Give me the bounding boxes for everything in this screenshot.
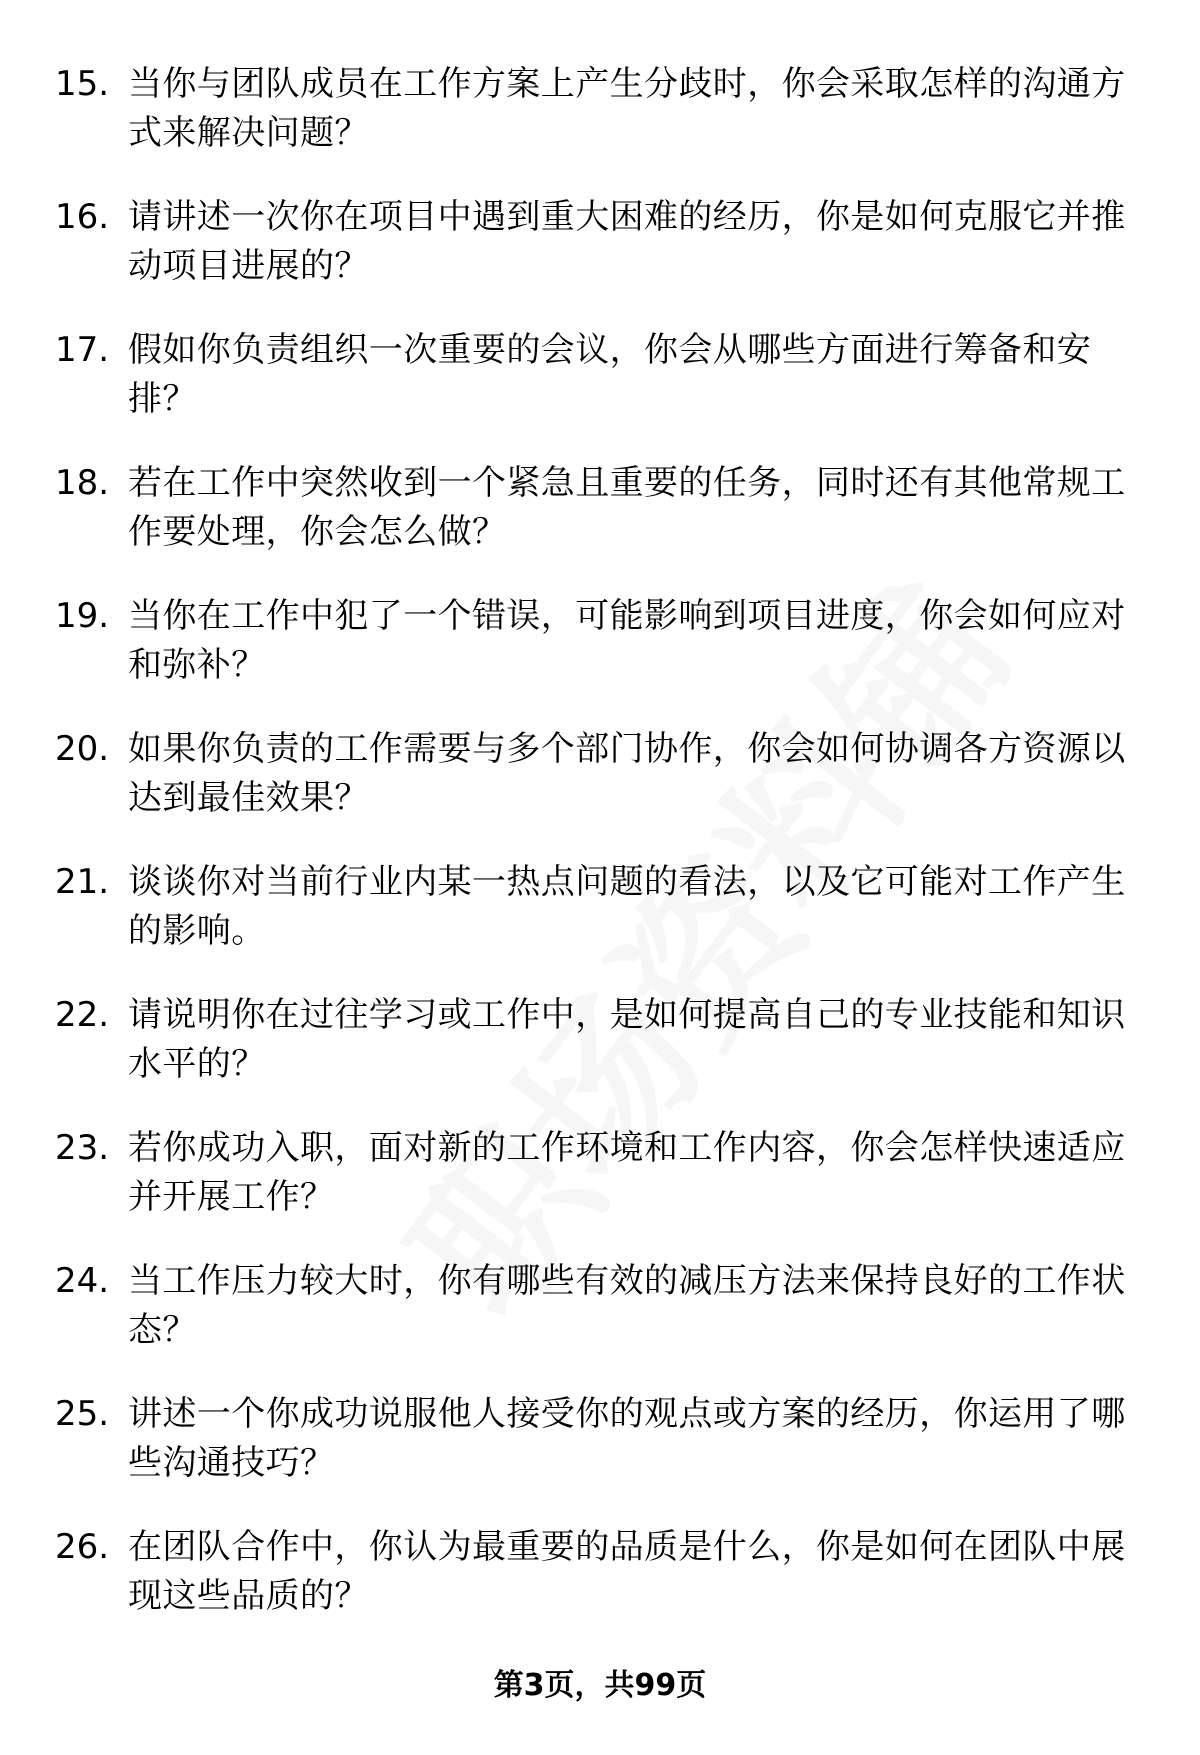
question-item [0,725,1200,858]
question-text: 请讲述一次你在项目中遇到重大困难的经历，你是如何克服它并推动项目进展的？ [128,197,1126,286]
question-number: 22. [55,995,110,1035]
question-text: 如果你负责的工作需要与多个部门协作，你会如何协调各方资源以达到最佳效果？ [128,729,1126,818]
question-item [0,193,1200,326]
question-text: 当你与团队成员在工作方案上产生分歧时，你会采取怎样的沟通方式来解决问题？ [128,64,1126,153]
question-text: 若在工作中突然收到一个紧急且重要的任务，同时还有其他常规工作要处理，你会怎么做？ [128,463,1126,552]
question-item [0,858,1200,991]
question-text: 谈谈你对当前行业内某一热点问题的看法，以及它可能对工作产生的影响。 [128,862,1126,951]
question-number: 23. [55,1128,110,1168]
question-text: 若你成功入职，面对新的工作环境和工作内容，你会怎样快速适应并开展工作？ [128,1128,1126,1217]
question-text: 请说明你在过往学习或工作中，是如何提高自己的专业技能和知识水平的？ [128,995,1126,1084]
question-item [0,326,1200,459]
question-list [0,60,1200,1656]
question-number: 15. [55,64,110,104]
question-number: 17. [55,330,110,370]
question-number: 25. [55,1394,110,1434]
question-number: 21. [55,862,110,902]
question-item [0,1124,1200,1257]
question-item [0,991,1200,1124]
question-item [0,459,1200,592]
question-text: 当工作压力较大时，你有哪些有效的减压方法来保持良好的工作状态？ [128,1261,1126,1350]
question-text: 在团队合作中，你认为最重要的品质是什么，你是如何在团队中展现这些品质的？ [128,1527,1126,1616]
question-number: 16. [55,197,110,237]
question-text: 假如你负责组织一次重要的会议，你会从哪些方面进行筹备和安排？ [128,330,1092,419]
question-number: 26. [55,1527,110,1567]
page-number-footer: 第3页，共99页 [493,1668,707,1703]
question-item [0,60,1200,193]
question-item [0,1523,1200,1656]
question-number: 18. [55,463,110,503]
question-item [0,1257,1200,1390]
question-text: 讲述一个你成功说服他人接受你的观点或方案的经历，你运用了哪些沟通技巧？ [128,1394,1126,1483]
question-item [0,1390,1200,1523]
question-number: 19. [55,596,110,636]
question-item [0,592,1200,725]
question-number: 24. [55,1261,110,1301]
question-text: 当你在工作中犯了一个错误，可能影响到项目进度，你会如何应对和弥补？ [128,596,1126,685]
question-number: 20. [55,729,110,769]
